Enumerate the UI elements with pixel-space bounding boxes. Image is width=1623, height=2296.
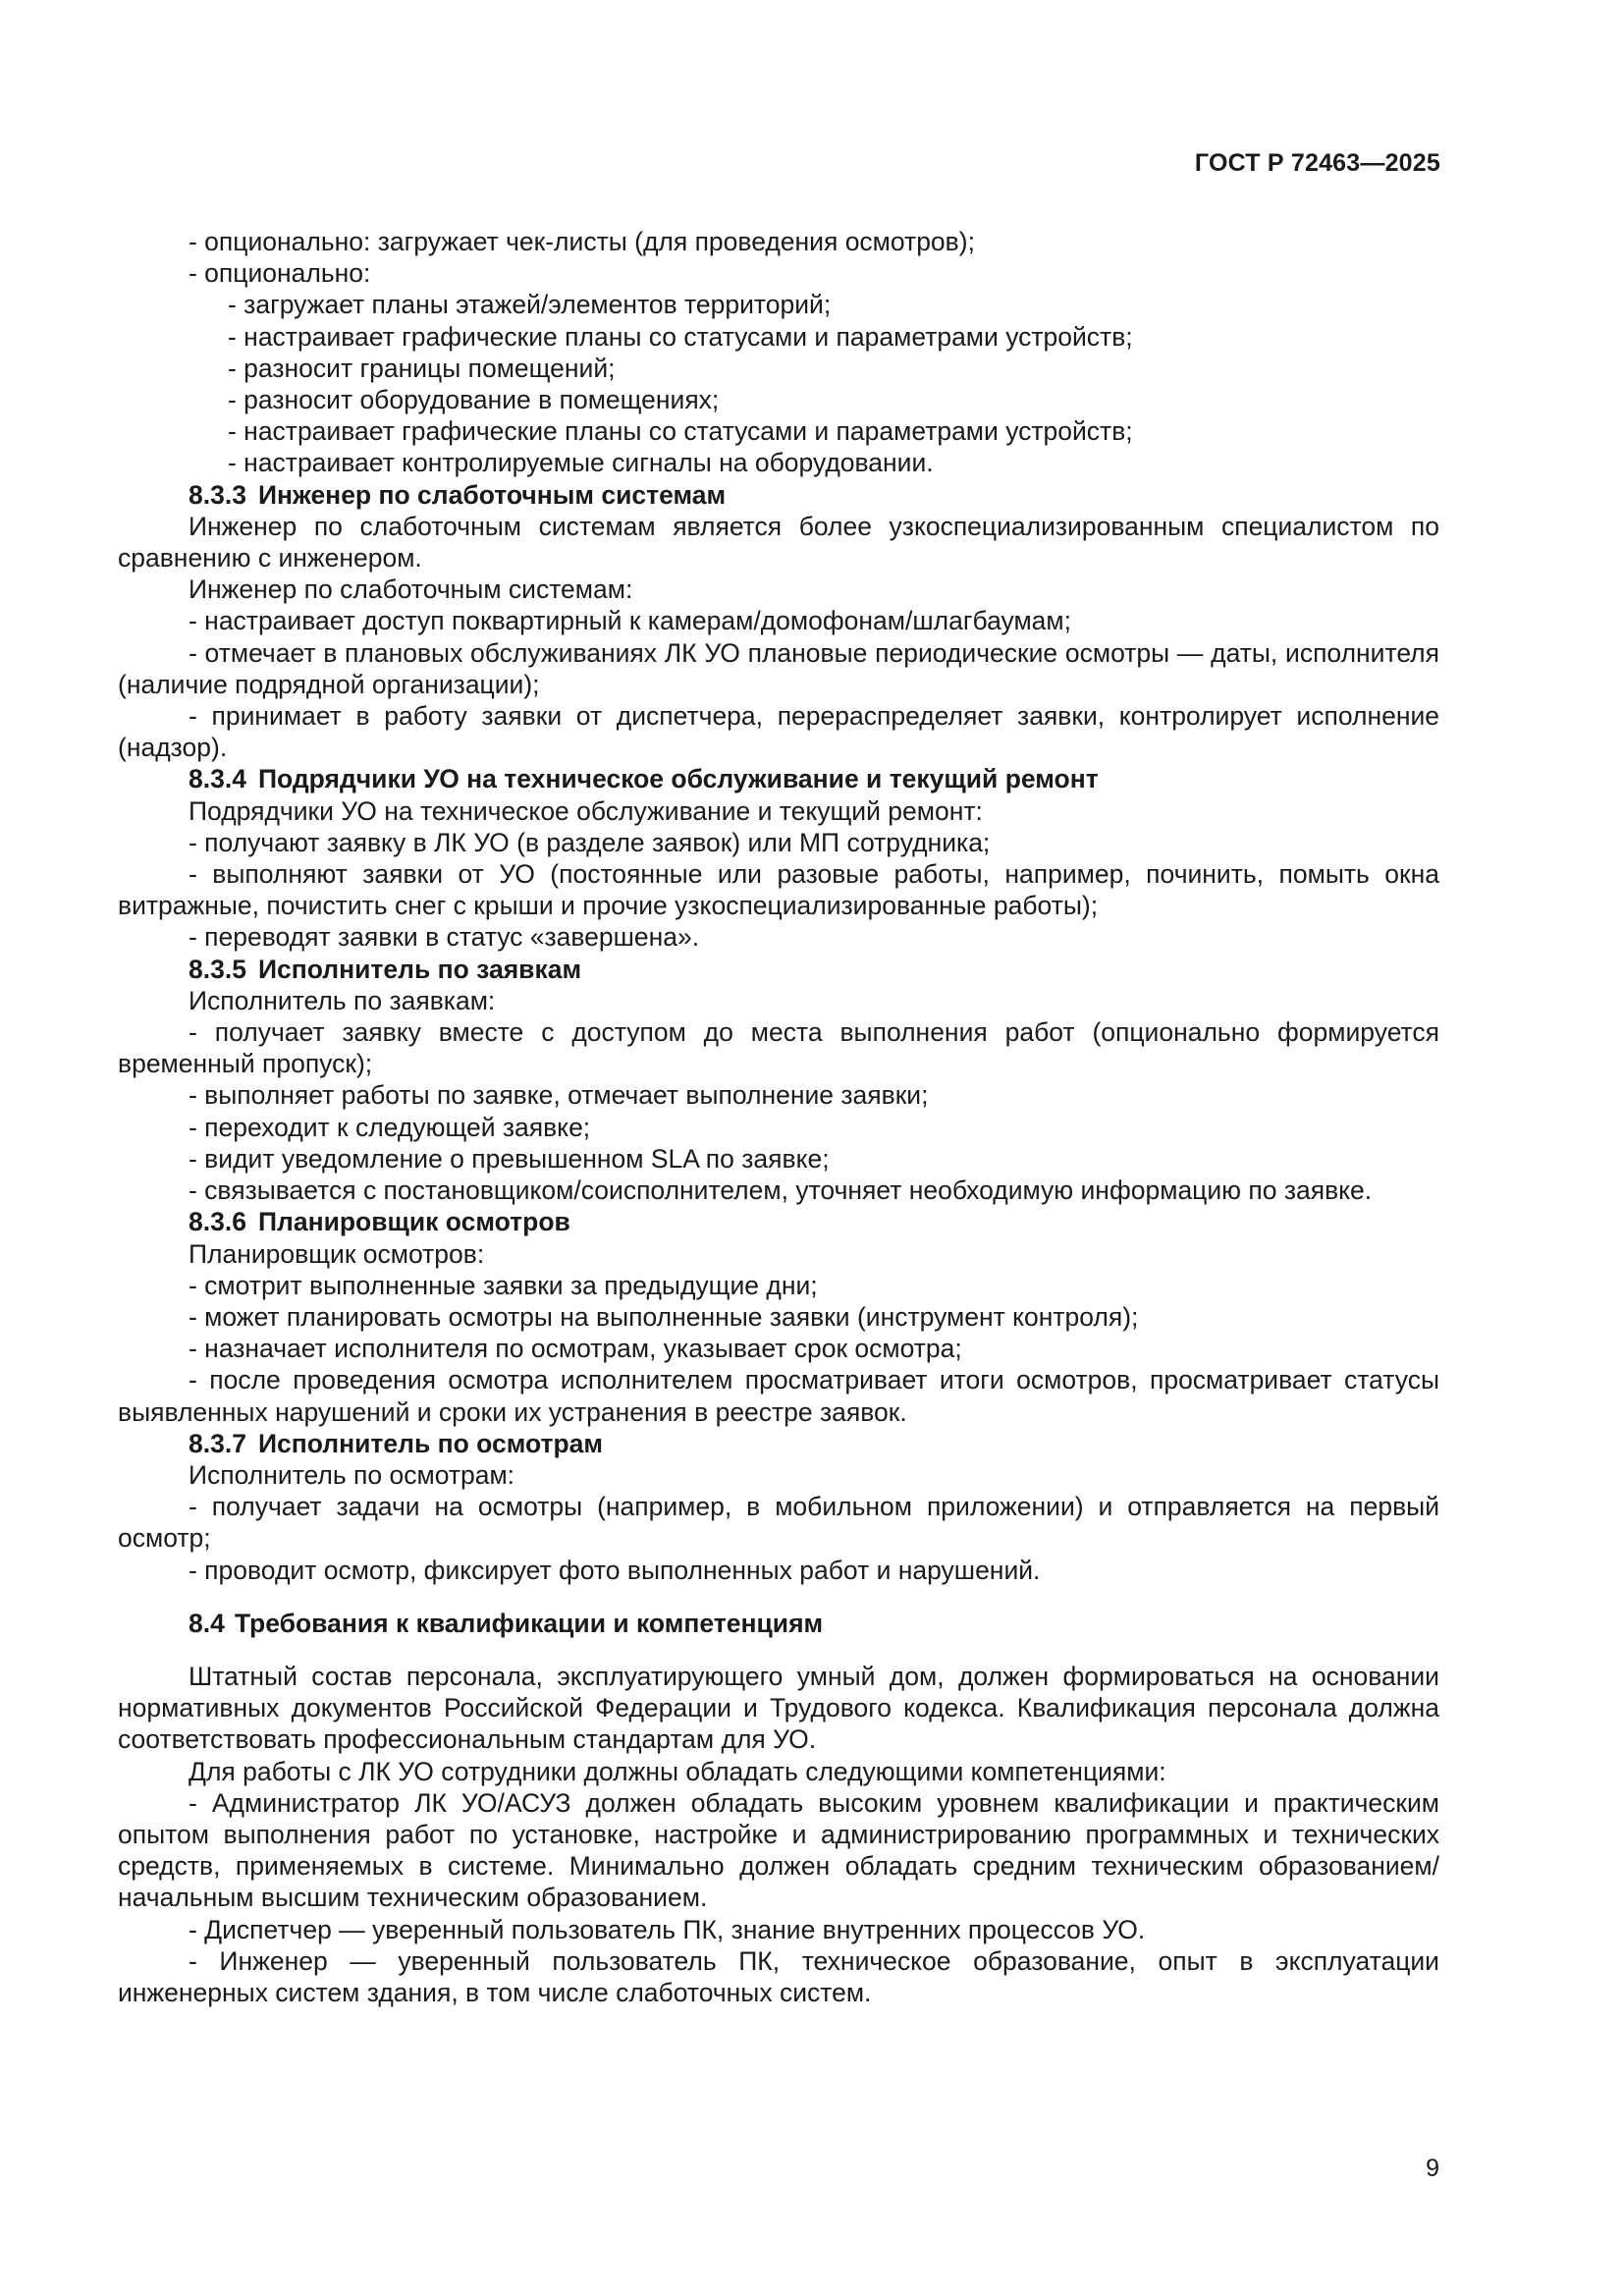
- list-item: - выполняет работы по заявке, отмечает выполнение заявки;: [189, 1080, 929, 1111]
- section-number: 8.3.7: [189, 1428, 246, 1458]
- section-number: 8.3.4: [189, 764, 246, 794]
- section-title: Планировщик осмотров: [257, 1207, 570, 1237]
- list-item: - получает заявку вместе с доступом до места выполнения работ (опционально формируется временный пропуск);: [118, 1017, 1439, 1079]
- section-heading-8-3-5: [118, 954, 1439, 985]
- paragraph: Исполнитель по заявкам:: [189, 985, 496, 1015]
- section-number: 8.3.5: [189, 954, 246, 984]
- section-number: 8.3.3: [189, 479, 246, 510]
- list-item: - видит уведомление о превышенном SLA по заявке;: [189, 1143, 830, 1174]
- list-item: - Администратор ЛК УО/АСУЗ должен обладать высоким уровнем квалификации и практическим опытом выполнения работ по установке, настройке и администрированию программных и технических средств, применяемых в системе. Минимально должен обладать средним техническим образованием/начальным высшим техническим образованием.: [118, 1787, 1439, 1913]
- list-item: - опционально:: [189, 258, 371, 289]
- section-heading-8-3-3: [118, 479, 1439, 511]
- page-content: [118, 226, 1439, 2008]
- sub-list-item: - настраивает графические планы со статусами и параметрами устройств;: [228, 416, 1133, 447]
- list-item: - после проведения осмотра исполнителем просматривает итоги осмотров, просматривает статусы выявленных нарушений и сроки их устранения в реестре заявок.: [118, 1365, 1439, 1427]
- list-item: - Диспетчер — уверенный пользователь ПК, знание внутренних процессов УО.: [189, 1914, 1146, 1944]
- list-item: - смотрит выполненные заявки за предыдущие дни;: [189, 1270, 818, 1300]
- document-code: ГОСТ Р 72463—2025: [1194, 149, 1440, 177]
- list-item: - переводят заявки в статус «завершена».: [189, 922, 700, 953]
- section-heading-8-3-7: [118, 1428, 1439, 1459]
- section-number: 8.3.6: [189, 1207, 246, 1237]
- section-title: Требования к квалификации и компетенциям: [234, 1608, 824, 1638]
- sub-list-item: - разносит границы помещений;: [228, 353, 616, 383]
- list-item: - проводит осмотр, фиксирует фото выполненных работ и нарушений.: [189, 1555, 1041, 1585]
- paragraph: Исполнитель по осмотрам:: [189, 1459, 515, 1490]
- sub-list-item: - загружает планы этажей/элементов территорий;: [228, 290, 832, 320]
- list-item: - получают заявку в ЛК УО (в разделе заявок) или МП сотрудника;: [189, 827, 991, 857]
- list-item: - переходит к следующей заявке;: [189, 1112, 591, 1142]
- list-item: - настраивает доступ поквартирный к камерам/домофонам/шлагбаумам;: [189, 606, 1071, 636]
- list-item: - связывается с постановщиком/соисполнителем, уточняет необходимую информацию по заявке.: [189, 1175, 1373, 1206]
- list-item: - назначает исполнителя по осмотрам, указывает срок осмотра;: [189, 1334, 962, 1364]
- list-item: - получает задачи на осмотры (например, в мобильном приложении) и отправляется на первый осмотр;: [118, 1492, 1439, 1554]
- sub-list-item: - настраивает графические планы со статусами и параметрами устройств;: [228, 321, 1133, 352]
- section-heading-8-4: [118, 1608, 1439, 1639]
- paragraph: Подрядчики УО на техническое обслуживание и текущий ремонт:: [189, 795, 983, 826]
- list-item: - отмечает в плановых обслуживаниях ЛК УО плановые периодические осмотры — даты, исполнителя (наличие подрядной организации);: [118, 637, 1439, 699]
- paragraph: Инженер по слаботочным системам:: [189, 574, 633, 605]
- section-title: Исполнитель по осмотрам: [257, 1428, 604, 1458]
- list-item: - принимает в работу заявки от диспетчера, перераспределяет заявки, контролирует исполнение (надзор).: [118, 701, 1439, 763]
- list-item: - опционально: загружает чек-листы (для проведения осмотров);: [189, 227, 975, 256]
- paragraph: Штатный состав персонала, эксплуатирующего умный дом, должен формироваться на основании нормативных документов Российской Федерации и Трудового кодекса. Квалификация персонала должна соответствовать профессиональным стандартам для УО.: [118, 1661, 1439, 1755]
- sub-list-item: - разносит оборудование в помещениях;: [228, 385, 720, 415]
- sub-list-item: - настраивает контролируемые сигналы на оборудовании.: [228, 448, 934, 478]
- paragraph: Для работы с ЛК УО сотрудники должны обладать следующими компетенциями:: [189, 1756, 1166, 1786]
- page-number: 9: [1426, 2155, 1439, 2182]
- section-heading-8-3-6: [118, 1206, 1439, 1237]
- paragraph: Планировщик осмотров:: [189, 1238, 485, 1269]
- section-title: Исполнитель по заявкам: [257, 954, 582, 984]
- section-title: Подрядчики УО на техническое обслуживание и текущий ремонт: [257, 764, 1099, 794]
- paragraph: Инженер по слаботочным системам является более узкоспециализированным специалистом по сравнению с инженером.: [118, 511, 1439, 574]
- section-heading-8-3-4: [118, 763, 1439, 794]
- section-number: 8.4: [189, 1608, 225, 1638]
- list-item: - Инженер — уверенный пользователь ПК, техническое образование, опыт в эксплуатации инженерных систем здания, в том числе слаботочных систем.: [118, 1945, 1439, 2007]
- section-title: Инженер по слаботочным системам: [257, 479, 727, 510]
- list-item: - может планировать осмотры на выполненные заявки (инструмент контроля);: [189, 1301, 1139, 1332]
- list-item: - выполняют заявки от УО (постоянные или разовые работы, например, починить, помыть окна витражные, почистить снег с крыши и прочие узкоспециализированные работы);: [118, 859, 1439, 921]
